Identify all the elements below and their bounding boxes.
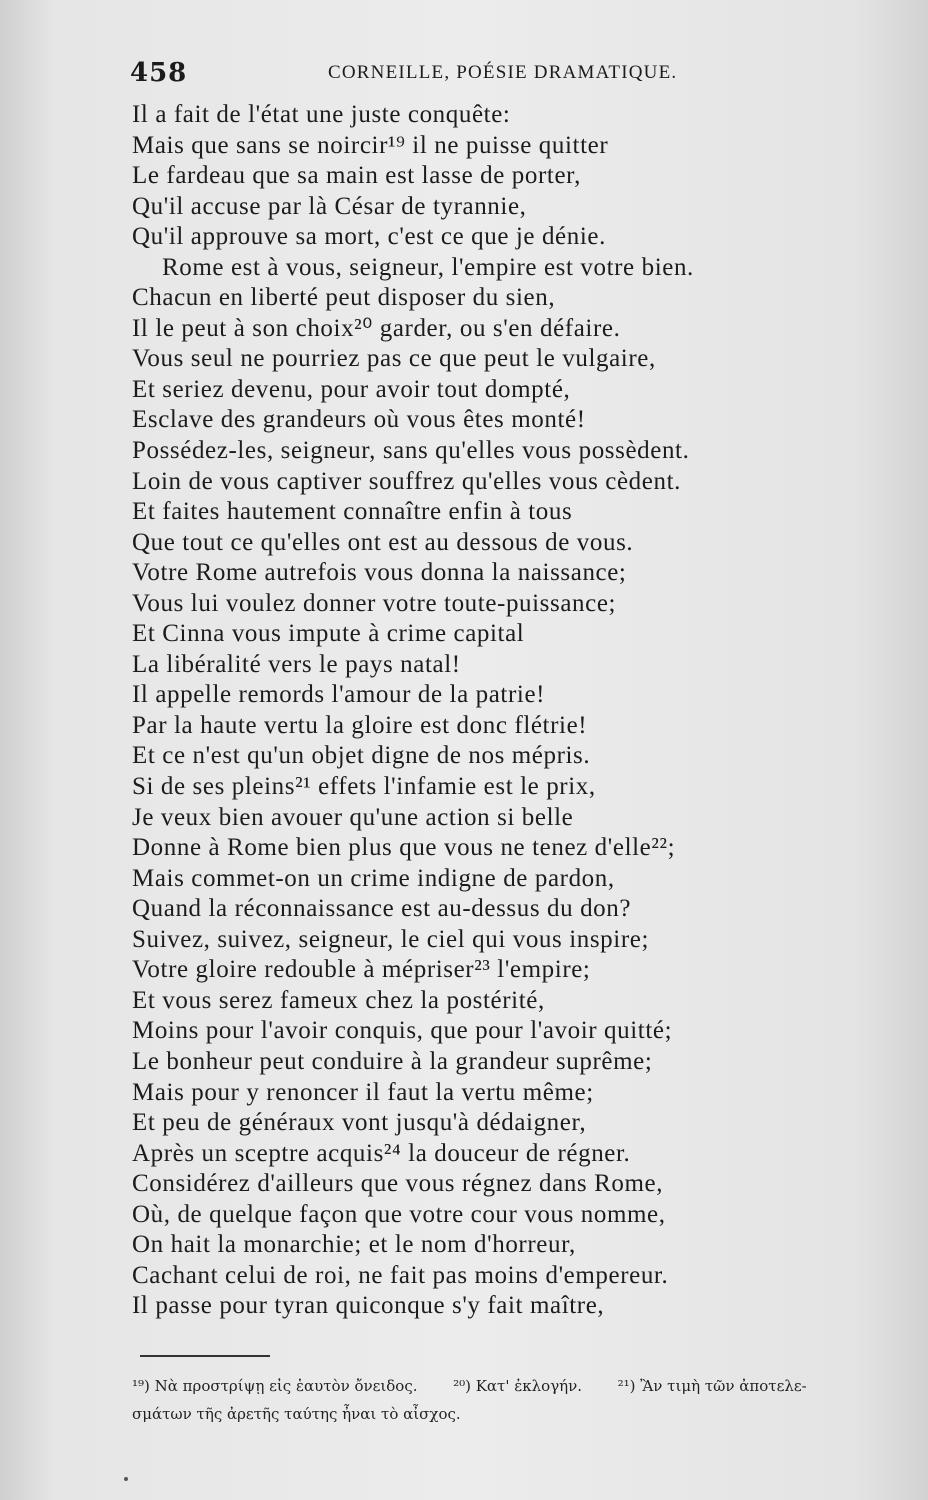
verse-line: Il appelle remords l'amour de la patrie! — [132, 681, 546, 709]
footnote-21-continued: σμάτων τῆς ἀρετῆς ταύτης ἦναι τὸ αἶσχος. — [132, 1405, 461, 1423]
verse-line: Il le peut à son choix²⁰ garder, ou s'en défaire. — [132, 314, 621, 342]
verse-line: Et seriez devenu, pour avoir tout dompté, — [132, 375, 571, 403]
verse-block — [132, 100, 712, 1322]
verse-line: Il passe pour tyran quiconque s'y fait maître, — [132, 1292, 605, 1320]
verse-line: Par la haute vertu la gloire est donc flétrie! — [132, 711, 588, 739]
verse-line: Et vous serez fameux chez la postérité, — [132, 986, 545, 1014]
page-number: 458 — [130, 58, 188, 88]
footnotes — [132, 1372, 902, 1428]
verse-line: Chacun en liberté peut disposer du sien, — [132, 284, 556, 312]
verse-line: Si de ses pleins²¹ effets l'infamie est le prix, — [132, 773, 596, 801]
footnote-rule — [140, 1355, 270, 1357]
verse-line: Il a fait de l'état une juste conquête: — [132, 101, 511, 128]
verse-line: Quand la réconnaissance est au-dessus du don? — [132, 895, 632, 923]
verse-line: Et Cinna vous impute à crime capital — [132, 620, 525, 648]
verse-line: Après un sceptre acquis²⁴ la douceur de régner. — [132, 1139, 631, 1167]
verse-line: Suivez, suivez, seigneur, le ciel qui vous inspire; — [132, 925, 649, 953]
verse-line: Où, de quelque façon que votre cour vous nomme, — [132, 1200, 666, 1228]
verse-line: Le fardeau que sa main est lasse de porter, — [132, 162, 581, 190]
verse-line: Qu'il accuse par là César de tyrannie, — [132, 192, 527, 220]
verse-line: Possédez-les, seigneur, sans qu'elles vous possèdent. — [132, 437, 690, 465]
page-header — [130, 58, 690, 88]
verse-line: Mais que sans se noircir¹⁹ il ne puisse quitter — [132, 131, 609, 159]
footnote-20: ²⁰) Κατ' ἐκλογήν. — [453, 1377, 583, 1395]
verse-line: Votre gloire redouble à mépriser²³ l'empire; — [132, 956, 591, 984]
verse-line: Vous lui voulez donner votre toute-puissance; — [132, 589, 617, 617]
verse-line: Et faites hautement connaître enfin à tous — [132, 498, 573, 526]
verse-line: Donne à Rome bien plus que vous ne tenez d'elle²²; — [132, 834, 676, 862]
verse-line: On hait la monarchie; et le nom d'horreur, — [132, 1231, 576, 1259]
footnote-line — [132, 1400, 902, 1428]
verse-line: Mais commet-on un crime indigne de pardon, — [132, 864, 615, 892]
footnote-21: ²¹) Ἂν τιμὴ τῶν ἀποτελε- — [617, 1377, 807, 1395]
verse-line: Et ce n'est qu'un objet digne de nos mépris. — [132, 742, 591, 770]
verse-line: Et peu de généraux vont jusqu'à dédaigner, — [132, 1109, 587, 1137]
verse-line: Cachant celui de roi, ne fait pas moins d'empereur. — [132, 1261, 669, 1289]
verse-line: Mais pour y renoncer il faut la vertu même; — [132, 1078, 594, 1106]
verse-line: Considérez d'ailleurs que vous régnez dans Rome, — [132, 1170, 664, 1198]
footnote-19: ¹⁹) Νὰ προστρίψῃ εἰς ἑαυτὸν ὄνειδος. — [132, 1377, 418, 1395]
verse-line: Qu'il approuve sa mort, c'est ce que je dénie. — [132, 223, 606, 251]
verse-line: Rome est à vous, seigneur, l'empire est votre bien. — [162, 253, 694, 281]
verse-line: Que tout ce qu'elles ont est au dessous de vous. — [132, 528, 634, 556]
verse-line: Esclave des grandeurs où vous êtes monté! — [132, 406, 586, 434]
verse-line: Je veux bien avouer qu'une action si belle — [132, 803, 574, 831]
verse-line: La libéralité vers le pays natal! — [132, 650, 461, 678]
verse-line: Votre Rome autrefois vous donna la naissance; — [132, 559, 627, 587]
verse-line: Moins pour l'avoir conquis, que pour l'avoir quitté; — [132, 1017, 673, 1045]
verse-line: Vous seul ne pourriez pas ce que peut le vulgaire, — [132, 345, 656, 373]
verse-line: Loin de vous captiver souffrez qu'elles vous cèdent. — [132, 467, 681, 495]
footnote-line — [132, 1372, 902, 1400]
verse-line: Le bonheur peut conduire à la grandeur suprême; — [132, 1047, 653, 1075]
running-title: CORNEILLE, POÉSIE DRAMATIQUE. — [328, 62, 678, 83]
ink-speck — [124, 1477, 128, 1481]
